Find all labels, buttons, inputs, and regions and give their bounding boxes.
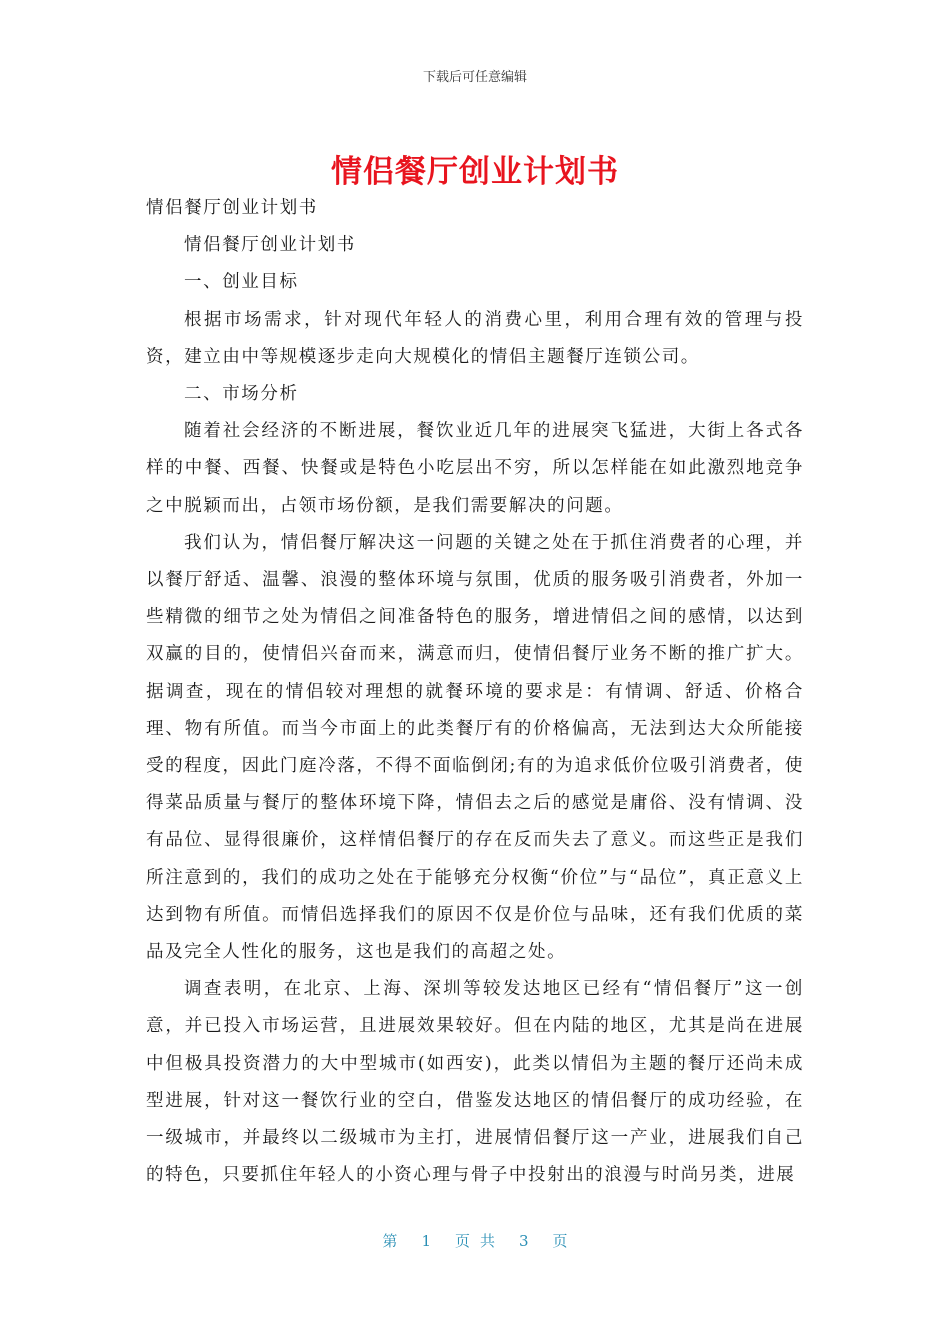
- page-footer: [0, 1230, 950, 1251]
- paragraph: 随着社会经济的不断进展，餐饮业近几年的进展突飞猛进，大街上各式各样的中餐、西餐、快餐或是特色小吃层出不穷，所以怎样能在如此激烈地竞争之中脱颖而出，占领市场份额，是我们需要解决的问题。: [146, 421, 804, 516]
- paragraph: 我们认为，情侣餐厅解决这一问题的关键之处在于抓住消费者的心理，并以餐厅舒适、温馨、浪漫的整体环境与氛围，优质的服务吸引消费者，外加一些精微的细节之处为情侣之间准备特色的服务，增进情侣之间的感情，以达到双赢的目的，使情侣兴奋而来，满意而归，使情侣餐厅业务不断的推广扩大。据调查，现在的情侣较对理想的就餐环境的要求是：有情调、舒适、价格合理、物有所值。而当今市面上的此类餐厅有的价格偏高，无法到达大众所能接受的程度，因此门庭冷落，不得不面临倒闭;有的为追求低价位吸引消费者，使得菜品质量与餐厅的整体环境下降，情侣去之后的感觉是庸俗、没有情调、没有品位、显得很廉价，这样情侣餐厅的存在反而失去了意义。而这些正是我们所注意到的，我们的成功之处在于能够充分权衡“价位”与“品位”，真正意义上达到物有所值。而情侣选择我们的原因不仅是价位与品味，还有我们优质的菜品及完全人性化的服务，这也是我们的高超之处。: [146, 532, 804, 963]
- footer-prefix: 第: [382, 1232, 398, 1250]
- paragraph: 根据市场需求，针对现代年轻人的消费心里，利用合理有效的管理与投资，建立由中等规模逐步走向大规模化的情侣主题餐厅连锁公司。: [146, 309, 804, 367]
- footer-suffix: 页: [552, 1232, 568, 1250]
- section-heading: 一、创业目标: [184, 272, 299, 293]
- footer-middle: 页共: [454, 1232, 505, 1250]
- total-page-count: 3: [519, 1232, 529, 1250]
- paragraph: 情侣餐厅创业计划书: [184, 235, 356, 256]
- paragraph: 调查表明，在北京、上海、深圳等较发达地区已经有“情侣餐厅”这一创意，并已投入市场运营，且进展效果较好。但在内陆的地区，尤其是尚在进展中但极具投资潜力的大中型城市(如西安)，此类以情侣为主题的餐厅还尚未成型进展，针对这一餐饮行业的空白，借鉴发达地区的情侣餐厅的成功经验，在一级城市，并最终以二级城市为主打，进展情侣餐厅这一产业，进展我们自己的特色，只要抓住年轻人的小资心理与骨子中投射出的浪漫与时尚另类，进展: [146, 979, 804, 1186]
- section-heading: 二、市场分析: [184, 384, 299, 405]
- current-page-number: 1: [421, 1232, 431, 1250]
- paragraph: 情侣餐厅创业计划书: [146, 198, 318, 218]
- document-body: [146, 190, 804, 1194]
- page-header-note: 下载后可任意编辑: [422, 70, 527, 85]
- document-title: 情侣餐厅创业计划书: [331, 154, 619, 190]
